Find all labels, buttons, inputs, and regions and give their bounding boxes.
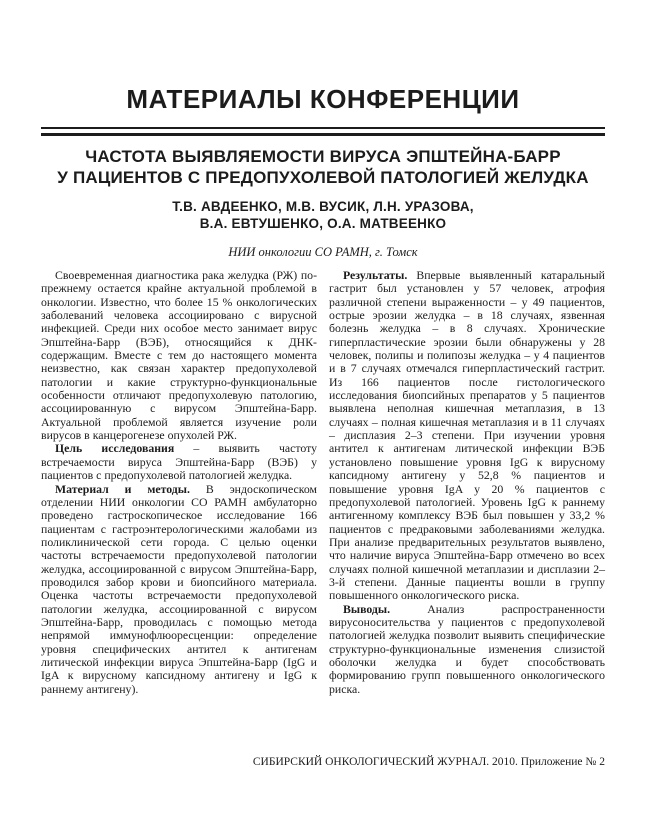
body-paragraph-goal: [41, 442, 317, 482]
paragraph-lead: Результаты.: [343, 268, 408, 282]
paragraph-lead: Материал и методы.: [55, 481, 190, 496]
article-title-line-2: У ПАЦИЕНТОВ С ПРЕДОПУХОЛЕВОЙ ПАТОЛОГИЕЙ ЖЕЛУДКА: [57, 168, 589, 187]
article-title-line-1: ЧАСТОТА ВЫЯВЛЯЕМОСТИ ВИРУСА ЭПШТЕЙНА-БАРР: [85, 147, 561, 166]
paragraph-lead: Выводы.: [343, 601, 391, 616]
body-paragraph-intro: [41, 269, 317, 442]
double-rule-divider: [41, 127, 605, 136]
paragraph-text: Анализ распространенности вирусоносительства у пациентов с предопухолевой патологией желудка позволит выявить специфические структурно-функциональные изменения слизистой оболочки желудка и будет способствовать формированию групп повышенного онкологического риска.: [329, 601, 605, 696]
page-content: [41, 0, 605, 696]
section-header: МАТЕРИАЛЫ КОНФЕРЕНЦИИ: [126, 84, 520, 114]
left-column: [41, 269, 317, 696]
paragraph-text: В эндоскопическом отделении НИИ онкологии СО РАМН амбулаторно проведено гастроскопическое исследование 166 пациентам с гастроэнтерологическими жалобами из поликлинической сети города. С целью оценки частоты встречаемости предопухолевой патологии желудка, ассоциированной с вирусом Эпштейна-Барр, проводился забор крови и биопсийного материала. Оценка частоты встречаемости предопухолевой патологии желудка, ассоциированной с вирусом Эпштейна-Барр, проводилась с помощью метода непрямой иммунофлюоресценции: определение уровня специфических антител к антигенам литической инфекции вируса Эпштейна-Барр (IgG и IgA к вирусному капсидному антигену и IgG к раннему антигену).: [41, 481, 318, 696]
article-body: [41, 269, 605, 696]
body-paragraph-results: [329, 269, 605, 603]
body-paragraph-methods: [41, 483, 317, 697]
paragraph-text: Своевременная диагностика рака желудка (РЖ) по-прежнему остается крайне актуальной проблемой в онкологии. Известно, что более 15 % онкологических заболеваний человека ассоциировано с вирусной инфекцией. Среди них особое место занимает вирус Эпштейна-Барр (ВЭБ), относящийся к ДНК-содержащим. Вместе с тем до настоящего момента неизвестно, как связан характер предопухолевой патологии и какие структурно-функциональные особенности отличают предопухолевую патологию, ассоциированную с вирусом Эпштейна-Барр. Актуальной проблемой является изучение роли вирусов в канцерогенезе опухолей РЖ.: [41, 268, 317, 443]
article-title: [41, 146, 605, 188]
affiliation: НИИ онкологии СО РАМН, г. Томск: [228, 245, 418, 259]
right-column: [329, 269, 605, 696]
paragraph-text: – выявить частоту встречаемости вируса Эпштейна-Барр (ВЭБ) у пациентов с предопухолевой патологией желудка.: [41, 441, 317, 483]
paragraph-lead: Цель исследования: [55, 441, 175, 456]
authors-line-1: Т.В. АВДЕЕНКО, М.В. ВУСИК, Л.Н. УРАЗОВА,: [172, 199, 474, 214]
paragraph-text: Впервые выявленный катаральный гастрит был установлен у 57 человек, атрофия различной степени выраженности – у 49 пациентов, острые эрозии желудка – в 18 случаях, язвенная болезнь желудка – в 8 случаях. Хронические гиперпластические эрозии были обнаружены у 28 человек, полипы и полипозы желудка – у 4 пациентов и в 7 случаях отмечался гиперпластический гастрит. Из 166 пациентов после гистологического исследования биопсийных препаратов у 5 пациентов выявлена неполная кишечная метаплазия, в 13 случаях – полная кишечная метаплазия и в 11 случаях – дисплазия 2–3 степени. При изучении уровня антител к антигенам литической инфекции ВЭБ установлено повышение уровня IgG к вирусному капсидному антигену у 52,8 % пациентов и повышение уровня IgA у 20 % пациентов с предопухолевой патологией. Уровень IgG к раннему антигенному комплексу ВЭБ был повышен у 33,2 % пациентов с предраковыми заболеваниями желудка. При анализе предварительных результатов выявлено, что наличие вируса Эпштейна-Барр отмечено во всех случаях полной кишечной метаплазии и дисплазии 2–3-й степени. Данные пациенты вошли в группу повышенного онкологического риска.: [329, 268, 605, 603]
authors-line-2: В.А. ЕВТУШЕНКО, О.А. МАТВЕЕНКО: [199, 215, 447, 231]
journal-footer: СИБИРСКИЙ ОНКОЛОГИЧЕСКИЙ ЖУРНАЛ. 2010. Приложение № 2: [252, 756, 605, 768]
authors-block: [41, 199, 605, 232]
body-paragraph-conclusions: [329, 603, 605, 696]
